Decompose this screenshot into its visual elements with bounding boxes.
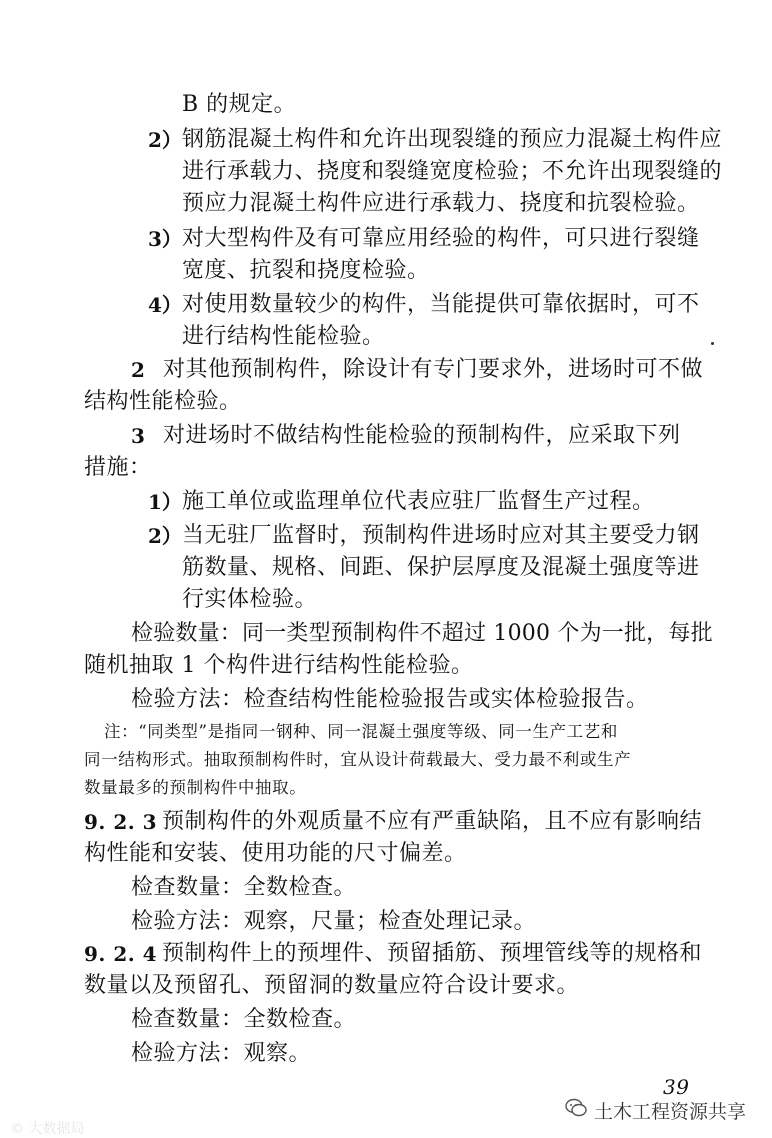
text-line: 行实体检验。	[182, 587, 318, 612]
list-marker: 2）	[148, 128, 182, 152]
list-marker: 3）	[148, 227, 182, 251]
text-line: 预制构件的外观质量不应有严重缺陷，且不应有影响结	[162, 809, 703, 834]
watermark-circle-icon: ©	[10, 1121, 24, 1137]
scan-dot	[711, 342, 714, 345]
text-line: 对其他预制构件，除设计有专门要求外，进场时可不做	[163, 357, 704, 382]
text-line: 随机抽取 1 个构件进行结构性能检验。	[84, 653, 474, 678]
text-line: 结构性能检验。	[84, 389, 242, 414]
clause-number: 9. 2. 4	[84, 942, 158, 966]
watermark-left	[10, 1118, 84, 1138]
text-line: 预制构件上的预埋件、预留插筋、预埋管线等的规格和	[162, 941, 703, 966]
text-line: 进行承载力、挠度和裂缝宽度检验；不允许出现裂缝的	[182, 159, 723, 184]
list-marker: 2）	[148, 524, 182, 548]
text-line: 宽度、抗裂和挠度检验。	[182, 258, 430, 283]
text-line: 检查数量：全数检查。	[131, 1007, 357, 1032]
clause-number: 9. 2. 3	[84, 810, 158, 834]
text-line: 进行结构性能检验。	[182, 324, 385, 349]
text-line: 数量以及预留孔、预留洞的数量应符合设计要求。	[84, 973, 580, 998]
text-line: 对大型构件及有可靠应用经验的构件，可只进行裂缝	[182, 226, 700, 251]
text-line: 措施：	[84, 455, 152, 480]
text-line: 检验数量：同一类型预制构件不超过 1000 个为一批，每批	[131, 621, 713, 646]
text-line: 筋数量、规格、间距、保护层厚度及混凝土强度等进	[182, 555, 700, 580]
text-line: B 的规定。	[182, 92, 297, 117]
list-marker: 4）	[148, 293, 182, 317]
text-line: 检验方法：观察，尺量；检查处理记录。	[131, 909, 537, 934]
text-line: 施工单位或监理单位代表应驻厂监督生产过程。	[182, 489, 655, 514]
watermark-left-text: 大数据局	[28, 1121, 85, 1137]
text-line: 检查数量：全数检查。	[131, 875, 357, 900]
wechat-icon	[565, 1097, 587, 1119]
watermark-text: 土木工程资源共享	[594, 1101, 747, 1123]
list-marker: 1）	[148, 490, 182, 514]
text-line: 对使用数量较少的构件，当能提供可靠依据时，可不	[182, 292, 700, 317]
note-line: 同一结构形式。抽取预制构件时，宜从设计荷载最大、受力最不利或生产	[84, 750, 632, 769]
note-line: 数量最多的预制构件中抽取。	[84, 778, 307, 797]
text-line: 预应力混凝土构件应进行承载力、挠度和抗裂检验。	[182, 191, 700, 216]
text-line: 检验方法：观察。	[131, 1041, 312, 1066]
note-line: 注：“同类型”是指同一钢种、同一混凝土强度等级、同一生产工艺和	[104, 722, 618, 741]
text-line: 对进场时不做结构性能检验的预制构件，应采取下列	[163, 423, 681, 448]
page-number: 39	[663, 1075, 690, 1099]
text-line: 钢筋混凝土构件和允许出现裂缝的预应力混凝土构件应	[182, 127, 723, 152]
list-marker: 3	[131, 424, 145, 448]
text-line: 构性能和安装、使用功能的尺寸偏差。	[84, 841, 467, 866]
list-marker: 2	[131, 358, 145, 382]
text-line: 当无驻厂监督时，预制构件进场时应对其主要受力钢	[182, 523, 700, 548]
text-line: 检验方法：检查结构性能检验报告或实体检验报告。	[131, 687, 649, 712]
